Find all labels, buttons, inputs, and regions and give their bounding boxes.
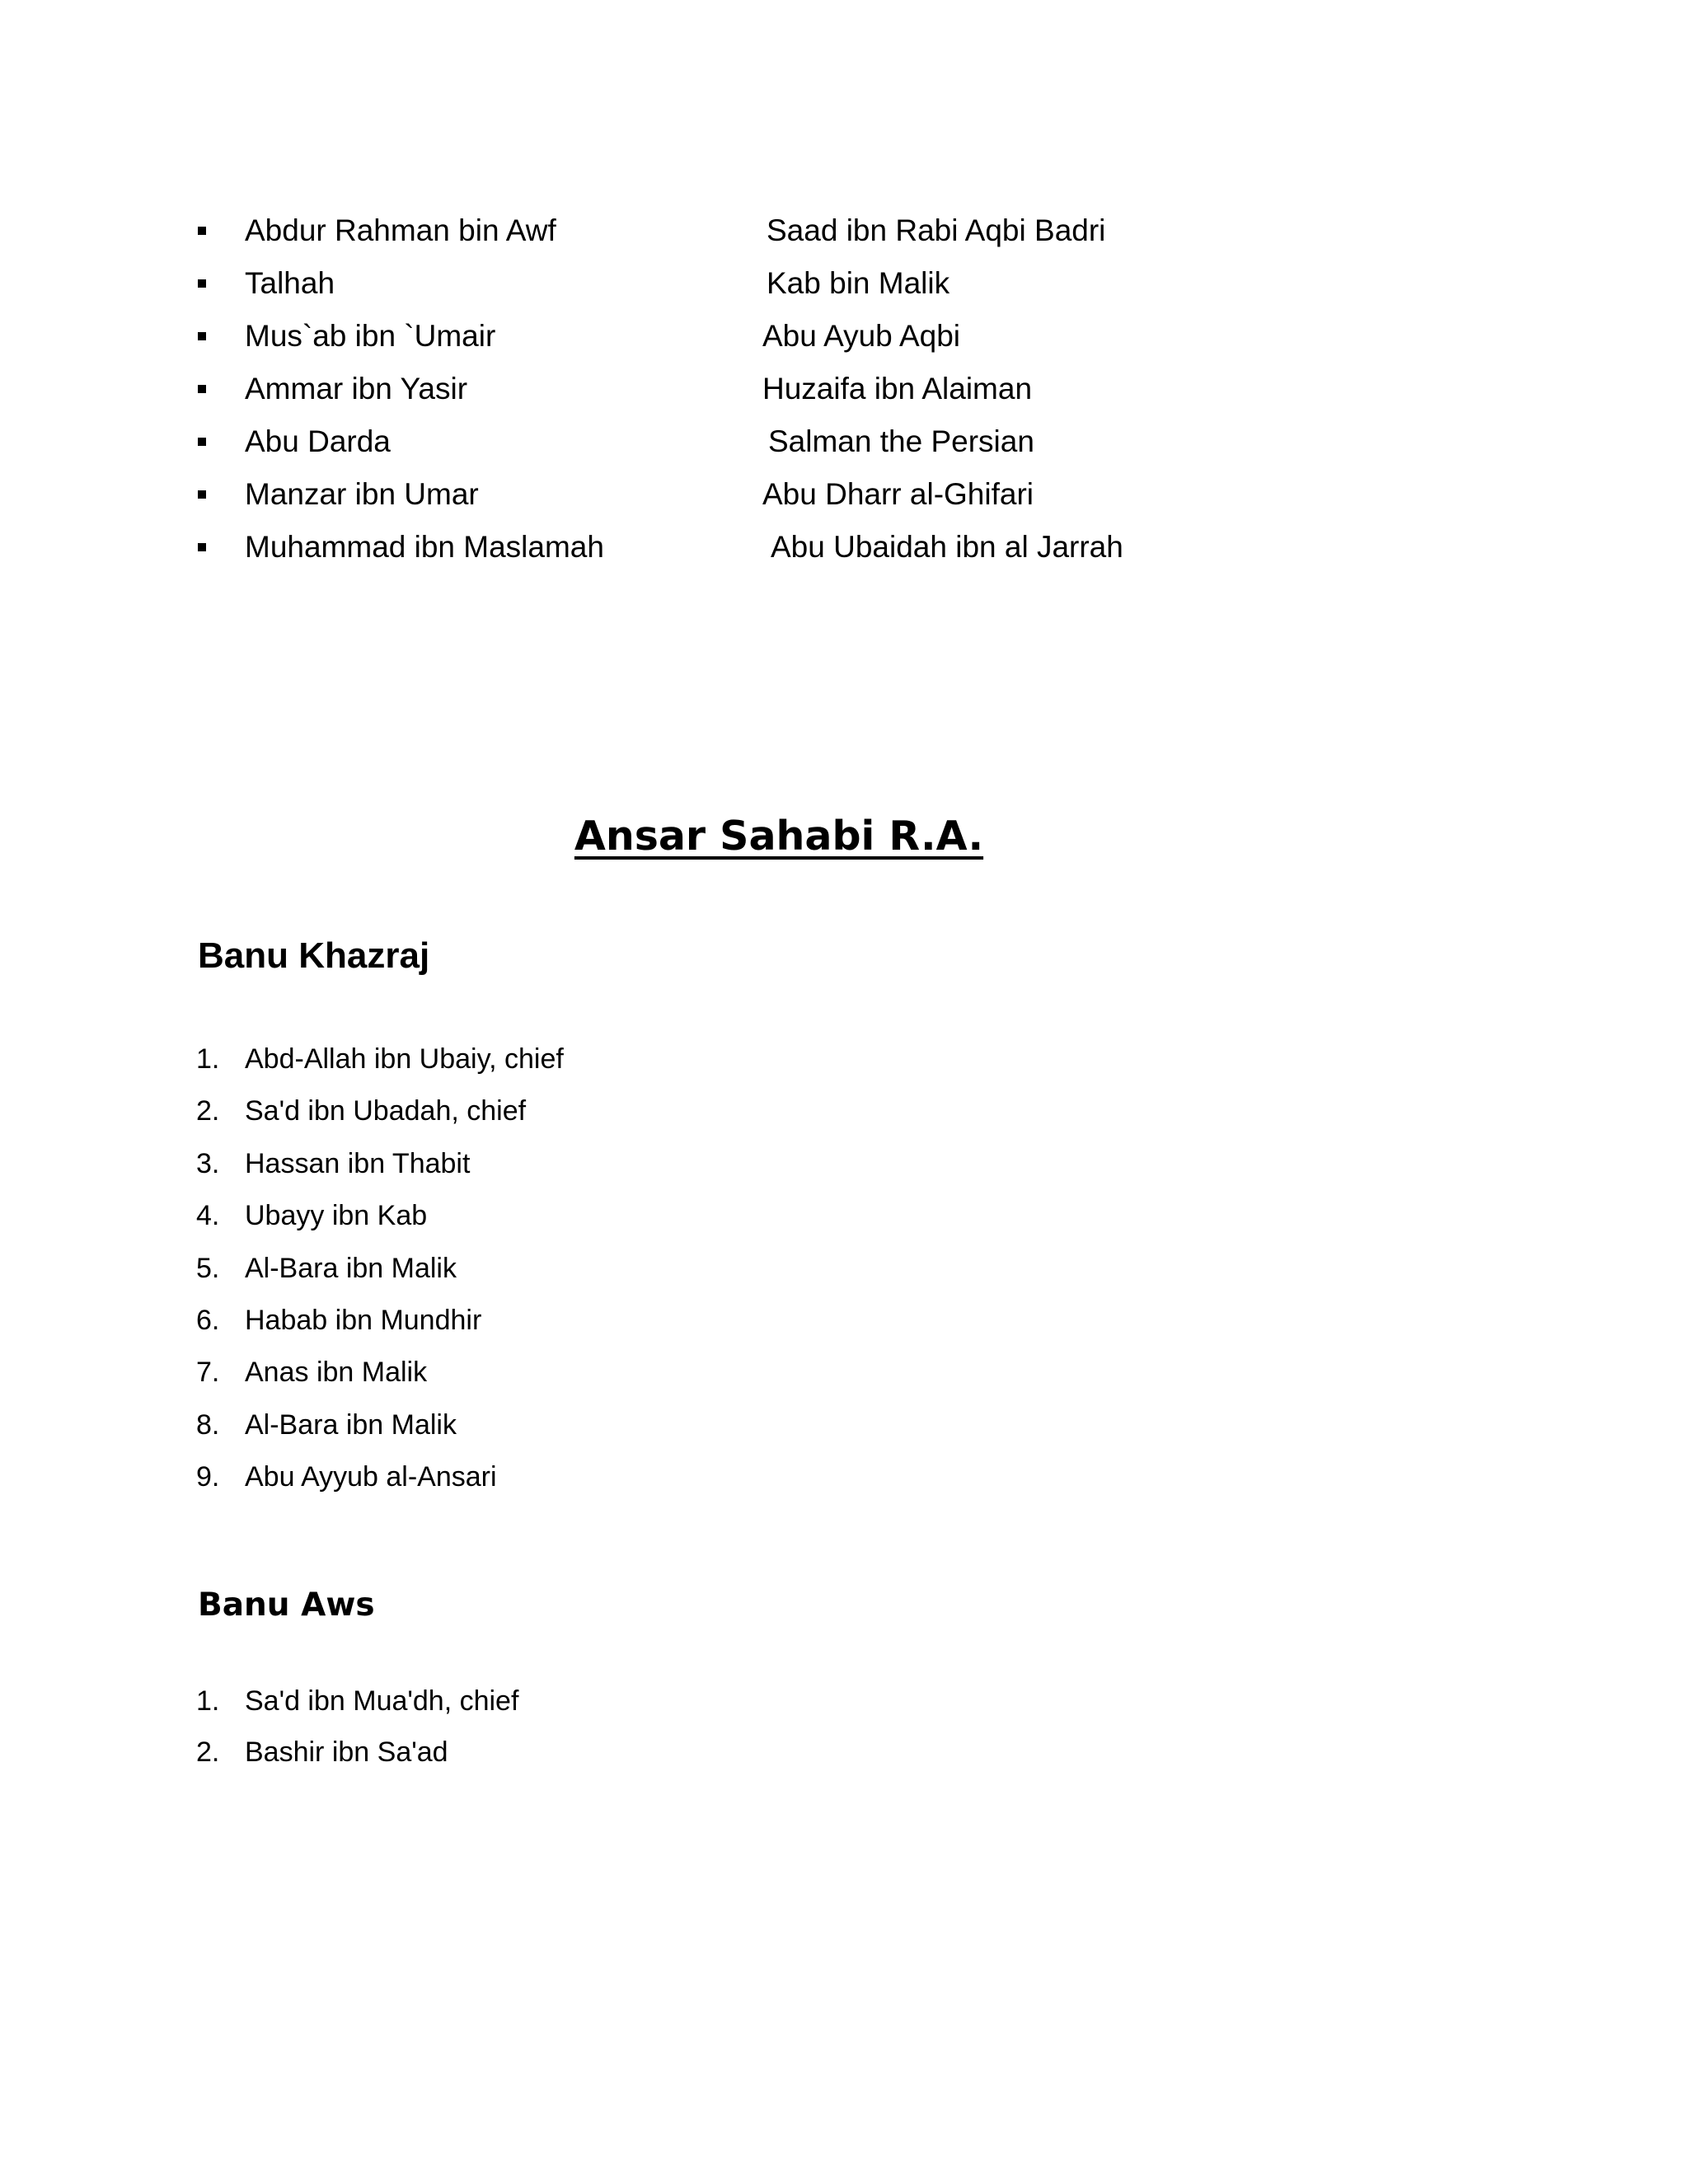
left-name: Manzar ibn Umar: [245, 477, 479, 511]
list-number: 2.: [196, 1736, 220, 1768]
section-title: Ansar Sahabi R.A.: [574, 813, 984, 860]
list-item-text: Habab ibn Mundhir: [245, 1304, 482, 1336]
list-item: [0, 1675, 1688, 1727]
square-bullet-icon: [198, 279, 206, 288]
left-name: Mus`ab ibn `Umair: [245, 319, 496, 353]
list-item: [0, 1033, 1688, 1085]
list-item: [0, 1138, 1688, 1190]
list-item-text: Sa'd ibn Ubadah, chief: [245, 1095, 527, 1127]
list-item: [0, 257, 1688, 310]
list-item: [0, 1243, 1688, 1295]
list-item-text: Abd-Allah ibn Ubaiy, chief: [245, 1043, 564, 1075]
banu-aws-list: [0, 1675, 1688, 1778]
left-name: Ammar ibn Yasir: [245, 372, 468, 405]
list-number: 7.: [196, 1357, 220, 1389]
right-name: Huzaifa ibn Alaiman: [762, 372, 1033, 405]
list-item-text: Sa'd ibn Mua'dh, chief: [245, 1685, 519, 1717]
right-name: Kab bin Malik: [767, 266, 950, 300]
right-name: Abu Dharr al-Ghifari: [762, 477, 1034, 511]
list-item: [0, 1727, 1688, 1778]
square-bullet-icon: [198, 490, 206, 499]
left-name: Muhammad ibn Maslamah: [245, 530, 604, 564]
square-bullet-icon: [198, 227, 206, 235]
list-item: [0, 1085, 1688, 1137]
list-item: [0, 204, 1688, 257]
left-name: Abdur Rahman bin Awf: [245, 213, 556, 247]
left-name: Talhah: [245, 266, 335, 300]
list-item: [0, 310, 1688, 363]
list-item: [0, 1347, 1688, 1399]
list-item-text: Al-Bara ibn Malik: [245, 1252, 457, 1284]
right-name: Abu Ubaidah ibn al Jarrah: [771, 530, 1123, 564]
right-name: Salman the Persian: [768, 424, 1034, 458]
muhajirun-bullet-list: [0, 204, 1688, 574]
list-item: [0, 1451, 1688, 1503]
square-bullet-icon: [198, 438, 206, 446]
list-number: 3.: [196, 1147, 220, 1179]
list-item-text: Abu Ayyub al-Ansari: [245, 1461, 497, 1493]
square-bullet-icon: [198, 385, 206, 393]
list-item: [0, 415, 1688, 468]
list-item: [0, 1399, 1688, 1451]
banu-aws-heading: Banu Aws: [198, 1586, 375, 1624]
list-number: 5.: [196, 1252, 220, 1284]
list-item: [0, 363, 1688, 415]
list-item: [0, 468, 1688, 521]
list-number: 4.: [196, 1200, 220, 1232]
right-name: Saad ibn Rabi Aqbi Badri: [767, 213, 1106, 247]
square-bullet-icon: [198, 332, 206, 340]
left-name: Abu Darda: [245, 424, 391, 458]
list-item: [0, 1295, 1688, 1347]
list-item: [0, 521, 1688, 574]
list-number: 9.: [196, 1461, 220, 1493]
list-number: 2.: [196, 1095, 220, 1127]
list-number: 1.: [196, 1043, 220, 1075]
banu-khazraj-list: [0, 1033, 1688, 1504]
banu-khazraj-heading: Banu Khazraj: [198, 935, 430, 976]
list-item-text: Ubayy ibn Kab: [245, 1200, 428, 1232]
list-item-text: Al-Bara ibn Malik: [245, 1408, 457, 1441]
list-item-text: Hassan ibn Thabit: [245, 1147, 471, 1179]
list-item-text: Anas ibn Malik: [245, 1357, 428, 1389]
square-bullet-icon: [198, 543, 206, 551]
list-item-text: Bashir ibn Sa'ad: [245, 1736, 448, 1768]
list-number: 1.: [196, 1685, 220, 1717]
list-item: [0, 1190, 1688, 1242]
list-number: 6.: [196, 1304, 220, 1336]
right-name: Abu Ayub Aqbi: [762, 319, 961, 353]
list-number: 8.: [196, 1408, 220, 1441]
